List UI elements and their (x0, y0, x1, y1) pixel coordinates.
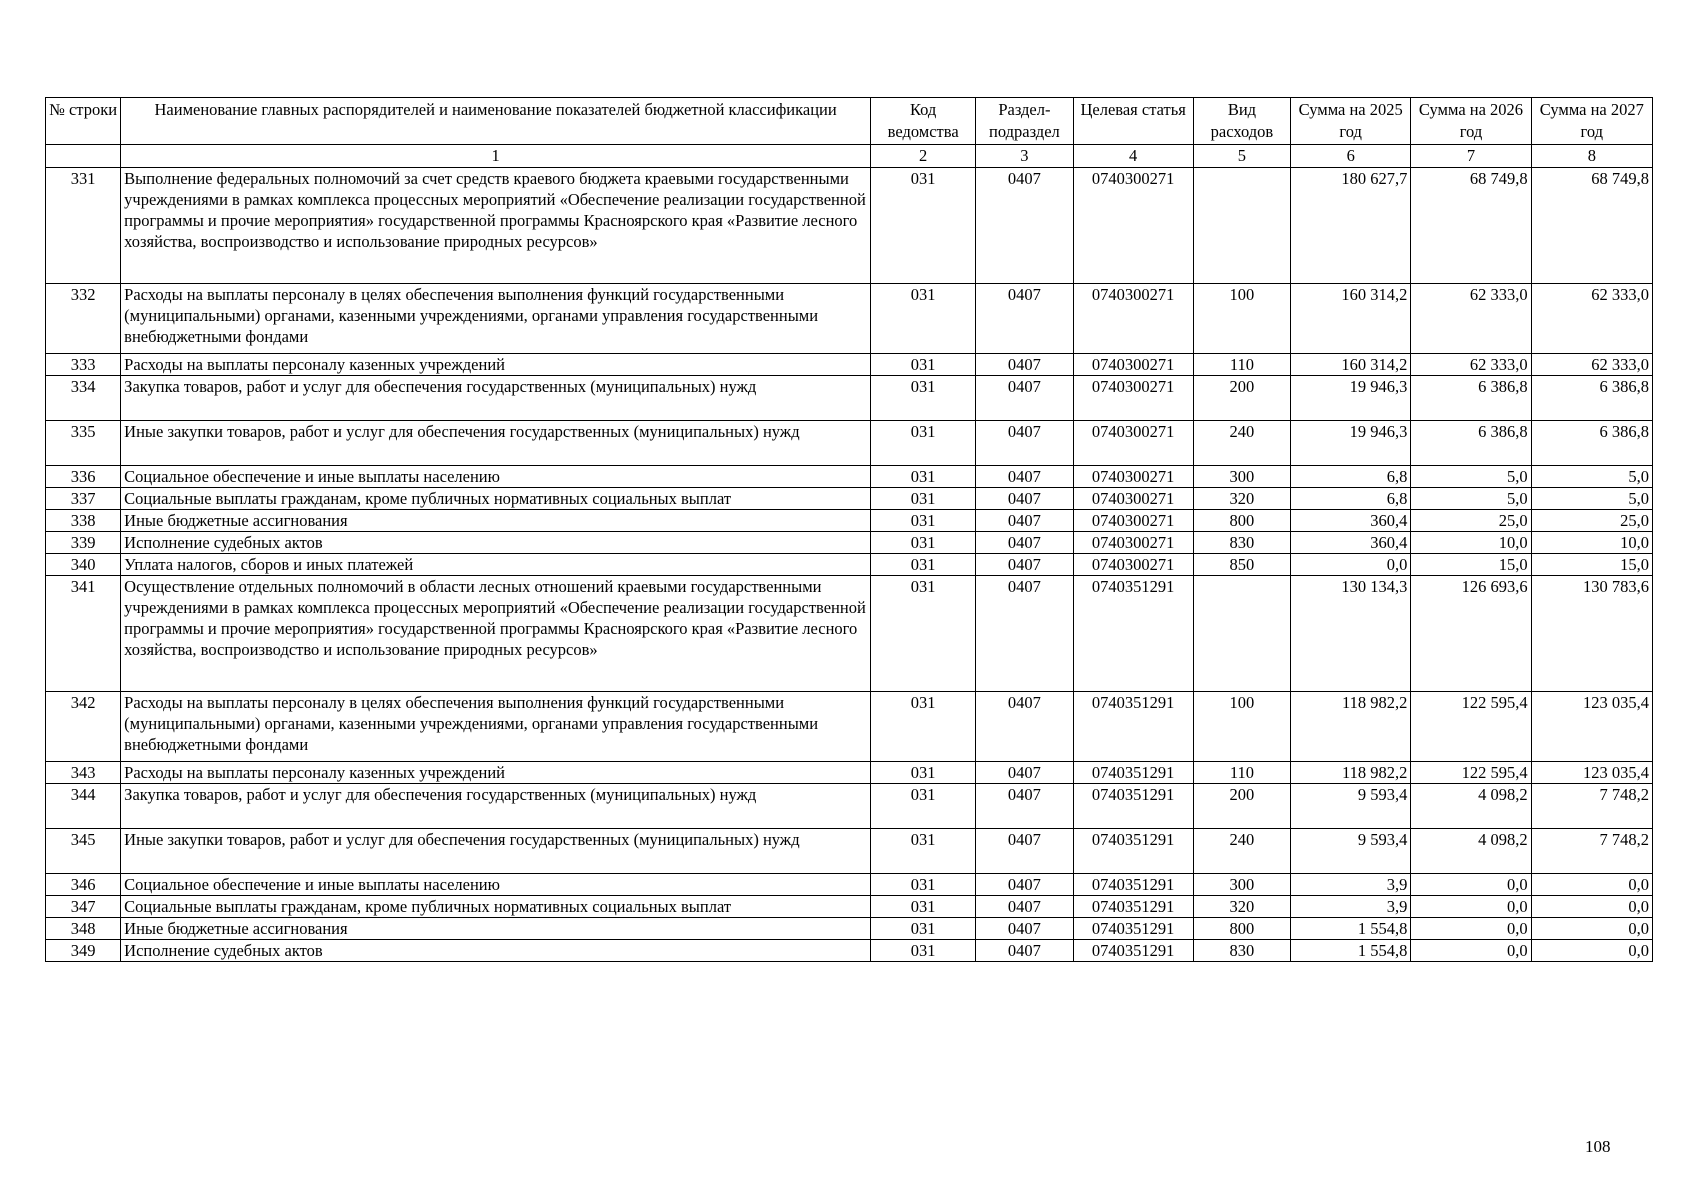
sum-2026-cell: 126 693,6 (1411, 576, 1531, 692)
target-article-cell: 0740300271 (1073, 554, 1193, 576)
sum-2026-cell: 4 098,2 (1411, 829, 1531, 874)
sum-2027-cell: 123 035,4 (1531, 692, 1652, 762)
row-name-cell: Уплата налогов, сборов и иных платежей (121, 554, 871, 576)
target-article-cell: 0740300271 (1073, 532, 1193, 554)
row-number-cell: 341 (46, 576, 121, 692)
sum-2027-cell: 25,0 (1531, 510, 1652, 532)
sum-2026-cell: 68 749,8 (1411, 168, 1531, 284)
row-name-cell: Социальное обеспечение и иные выплаты населению (121, 466, 871, 488)
row-name-cell: Исполнение судебных актов (121, 532, 871, 554)
sum-2026-cell: 6 386,8 (1411, 421, 1531, 466)
table-row (46, 829, 1653, 874)
expense-type-cell: 830 (1193, 532, 1290, 554)
table-row (46, 874, 1653, 896)
sum-2026-cell: 122 595,4 (1411, 692, 1531, 762)
section-cell: 0407 (976, 284, 1073, 354)
row-number-cell: 340 (46, 554, 121, 576)
target-article-cell: 0740300271 (1073, 466, 1193, 488)
section-cell: 0407 (976, 829, 1073, 874)
expense-type-cell: 850 (1193, 554, 1290, 576)
department-code-cell: 031 (871, 376, 976, 421)
row-number-cell: 338 (46, 510, 121, 532)
section-cell: 0407 (976, 354, 1073, 376)
row-name-cell: Исполнение судебных актов (121, 940, 871, 962)
department-code-cell: 031 (871, 784, 976, 829)
sum-2025-cell: 360,4 (1291, 510, 1411, 532)
table-row (46, 762, 1653, 784)
row-number-cell: 342 (46, 692, 121, 762)
budget-table (45, 97, 1653, 962)
expense-type-cell (1193, 168, 1290, 284)
target-article-cell: 0740351291 (1073, 784, 1193, 829)
table-row (46, 896, 1653, 918)
sum-2025-cell: 160 314,2 (1291, 354, 1411, 376)
target-article-cell: 0740351291 (1073, 940, 1193, 962)
sum-2025-cell: 180 627,7 (1291, 168, 1411, 284)
sum-2025-cell: 6,8 (1291, 466, 1411, 488)
column-number: 7 (1411, 145, 1531, 168)
department-code-cell: 031 (871, 918, 976, 940)
sum-2027-cell: 130 783,6 (1531, 576, 1652, 692)
column-number: 4 (1073, 145, 1193, 168)
expense-type-cell: 300 (1193, 466, 1290, 488)
header-row (46, 98, 1653, 145)
page-number: 108 (1585, 1137, 1611, 1156)
sum-2026-cell: 10,0 (1411, 532, 1531, 554)
column-number: 1 (121, 145, 871, 168)
sum-2027-cell: 123 035,4 (1531, 762, 1652, 784)
expense-type-cell: 320 (1193, 488, 1290, 510)
sum-2027-cell: 0,0 (1531, 940, 1652, 962)
section-cell: 0407 (976, 762, 1073, 784)
sum-2026-cell: 25,0 (1411, 510, 1531, 532)
row-name-cell: Социальное обеспечение и иные выплаты населению (121, 874, 871, 896)
expense-type-cell: 320 (1193, 896, 1290, 918)
section-cell: 0407 (976, 918, 1073, 940)
row-name-cell: Расходы на выплаты персоналу казенных учреждений (121, 762, 871, 784)
header-department-code: Код ведомства (871, 98, 976, 145)
table-row (46, 488, 1653, 510)
row-number-cell: 347 (46, 896, 121, 918)
expense-type-cell: 800 (1193, 918, 1290, 940)
row-name-cell: Осуществление отдельных полномочий в области лесных отношений краевыми государственными учреждениями в рамках комплекса процессных мероприятий «Обеспечение реализации государственной программы и прочие мероприятия» государственной программы Красноярского края «Развитие лесного хозяйства, воспроизводство и использование природных ресурсов» (121, 576, 871, 692)
table-row (46, 376, 1653, 421)
column-number: 8 (1531, 145, 1652, 168)
table-body (46, 168, 1653, 962)
sum-2026-cell: 62 333,0 (1411, 284, 1531, 354)
sum-2025-cell: 118 982,2 (1291, 762, 1411, 784)
row-name-cell: Иные закупки товаров, работ и услуг для обеспечения государственных (муниципальных) нужд (121, 829, 871, 874)
expense-type-cell: 200 (1193, 376, 1290, 421)
expense-type-cell: 100 (1193, 692, 1290, 762)
table-row (46, 354, 1653, 376)
row-name-cell: Расходы на выплаты персоналу казенных учреждений (121, 354, 871, 376)
target-article-cell: 0740351291 (1073, 829, 1193, 874)
expense-type-cell (1193, 576, 1290, 692)
target-article-cell: 0740300271 (1073, 284, 1193, 354)
row-name-cell: Расходы на выплаты персоналу в целях обеспечения выполнения функций государственными (муниципальными) органами, казенными учреждениями, органами управления государственными внебюджетными фондами (121, 284, 871, 354)
sum-2027-cell: 62 333,0 (1531, 284, 1652, 354)
sum-2025-cell: 0,0 (1291, 554, 1411, 576)
row-number-cell: 345 (46, 829, 121, 874)
sum-2026-cell: 0,0 (1411, 918, 1531, 940)
section-cell: 0407 (976, 376, 1073, 421)
sum-2026-cell: 5,0 (1411, 466, 1531, 488)
row-number-cell: 333 (46, 354, 121, 376)
sum-2026-cell: 0,0 (1411, 874, 1531, 896)
expense-type-cell: 110 (1193, 762, 1290, 784)
header-sum-2027: Сумма на 2027 год (1531, 98, 1652, 145)
table-row (46, 554, 1653, 576)
table-row (46, 784, 1653, 829)
target-article-cell: 0740300271 (1073, 376, 1193, 421)
section-cell: 0407 (976, 692, 1073, 762)
department-code-cell: 031 (871, 421, 976, 466)
column-number (46, 145, 121, 168)
sum-2025-cell: 9 593,4 (1291, 829, 1411, 874)
department-code-cell: 031 (871, 488, 976, 510)
sum-2027-cell: 0,0 (1531, 874, 1652, 896)
section-cell: 0407 (976, 940, 1073, 962)
table-row (46, 576, 1653, 692)
column-number-row (46, 145, 1653, 168)
expense-type-cell: 300 (1193, 874, 1290, 896)
row-number-cell: 348 (46, 918, 121, 940)
row-name-cell: Закупка товаров, работ и услуг для обеспечения государственных (муниципальных) нужд (121, 376, 871, 421)
expense-type-cell: 240 (1193, 421, 1290, 466)
row-number-cell: 343 (46, 762, 121, 784)
target-article-cell: 0740351291 (1073, 692, 1193, 762)
section-cell: 0407 (976, 532, 1073, 554)
section-cell: 0407 (976, 874, 1073, 896)
sum-2025-cell: 19 946,3 (1291, 421, 1411, 466)
section-cell: 0407 (976, 488, 1073, 510)
department-code-cell: 031 (871, 554, 976, 576)
column-number: 2 (871, 145, 976, 168)
row-number-cell: 335 (46, 421, 121, 466)
section-cell: 0407 (976, 466, 1073, 488)
department-code-cell: 031 (871, 284, 976, 354)
department-code-cell: 031 (871, 762, 976, 784)
sum-2025-cell: 3,9 (1291, 896, 1411, 918)
target-article-cell: 0740351291 (1073, 896, 1193, 918)
sum-2025-cell: 1 554,8 (1291, 918, 1411, 940)
header-target-article: Целевая статья (1073, 98, 1193, 145)
sum-2027-cell: 15,0 (1531, 554, 1652, 576)
row-name-cell: Закупка товаров, работ и услуг для обеспечения государственных (муниципальных) нужд (121, 784, 871, 829)
header-row-number: № строки (46, 98, 121, 145)
target-article-cell: 0740351291 (1073, 576, 1193, 692)
sum-2026-cell: 5,0 (1411, 488, 1531, 510)
sum-2027-cell: 62 333,0 (1531, 354, 1652, 376)
department-code-cell: 031 (871, 576, 976, 692)
row-name-cell: Социальные выплаты гражданам, кроме публичных нормативных социальных выплат (121, 896, 871, 918)
row-name-cell: Расходы на выплаты персоналу в целях обеспечения выполнения функций государственными (муниципальными) органами, казенными учреждениями, органами управления государственными внебюджетными фондами (121, 692, 871, 762)
row-number-cell: 332 (46, 284, 121, 354)
section-cell: 0407 (976, 896, 1073, 918)
table-row (46, 918, 1653, 940)
row-number-cell: 344 (46, 784, 121, 829)
section-cell: 0407 (976, 784, 1073, 829)
sum-2026-cell: 0,0 (1411, 940, 1531, 962)
target-article-cell: 0740300271 (1073, 510, 1193, 532)
sum-2027-cell: 5,0 (1531, 488, 1652, 510)
table-row (46, 532, 1653, 554)
row-number-cell: 339 (46, 532, 121, 554)
sum-2026-cell: 0,0 (1411, 896, 1531, 918)
sum-2026-cell: 15,0 (1411, 554, 1531, 576)
row-number-cell: 349 (46, 940, 121, 962)
sum-2025-cell: 19 946,3 (1291, 376, 1411, 421)
sum-2027-cell: 7 748,2 (1531, 829, 1652, 874)
department-code-cell: 031 (871, 532, 976, 554)
sum-2027-cell: 0,0 (1531, 918, 1652, 940)
department-code-cell: 031 (871, 829, 976, 874)
department-code-cell: 031 (871, 354, 976, 376)
sum-2026-cell: 62 333,0 (1411, 354, 1531, 376)
sum-2025-cell: 9 593,4 (1291, 784, 1411, 829)
sum-2025-cell: 360,4 (1291, 532, 1411, 554)
target-article-cell: 0740351291 (1073, 874, 1193, 896)
sum-2025-cell: 3,9 (1291, 874, 1411, 896)
sum-2027-cell: 6 386,8 (1531, 376, 1652, 421)
sum-2027-cell: 68 749,8 (1531, 168, 1652, 284)
table-row (46, 692, 1653, 762)
target-article-cell: 0740351291 (1073, 762, 1193, 784)
expense-type-cell: 200 (1193, 784, 1290, 829)
expense-type-cell: 110 (1193, 354, 1290, 376)
table-row (46, 168, 1653, 284)
row-name-cell: Иные закупки товаров, работ и услуг для обеспечения государственных (муниципальных) нужд (121, 421, 871, 466)
header-name: Наименование главных распорядителей и наименование показателей бюджетной классификации (121, 98, 871, 145)
column-number: 6 (1291, 145, 1411, 168)
row-number-cell: 337 (46, 488, 121, 510)
header-sum-2026: Сумма на 2026 год (1411, 98, 1531, 145)
department-code-cell: 031 (871, 896, 976, 918)
sum-2027-cell: 5,0 (1531, 466, 1652, 488)
sum-2027-cell: 10,0 (1531, 532, 1652, 554)
row-number-cell: 346 (46, 874, 121, 896)
target-article-cell: 0740351291 (1073, 918, 1193, 940)
sum-2026-cell: 6 386,8 (1411, 376, 1531, 421)
table-row (46, 466, 1653, 488)
row-name-cell: Выполнение федеральных полномочий за счет средств краевого бюджета краевыми государственными учреждениями в рамках комплекса процессных мероприятий «Обеспечение реализации государственной программы и прочие мероприятия» государственной программы Красноярского края «Развитие лесного хозяйства, воспроизводство и использование природных ресурсов» (121, 168, 871, 284)
sum-2025-cell: 130 134,3 (1291, 576, 1411, 692)
table-row (46, 510, 1653, 532)
expense-type-cell: 830 (1193, 940, 1290, 962)
expense-type-cell: 240 (1193, 829, 1290, 874)
sum-2026-cell: 4 098,2 (1411, 784, 1531, 829)
section-cell: 0407 (976, 510, 1073, 532)
row-number-cell: 331 (46, 168, 121, 284)
column-number: 3 (976, 145, 1073, 168)
department-code-cell: 031 (871, 510, 976, 532)
section-cell: 0407 (976, 421, 1073, 466)
section-cell: 0407 (976, 168, 1073, 284)
header-sum-2025: Сумма на 2025 год (1291, 98, 1411, 145)
expense-type-cell: 100 (1193, 284, 1290, 354)
target-article-cell: 0740300271 (1073, 168, 1193, 284)
header-expense-type: Вид расходов (1193, 98, 1290, 145)
row-name-cell: Иные бюджетные ассигнования (121, 510, 871, 532)
expense-type-cell: 800 (1193, 510, 1290, 532)
sum-2027-cell: 6 386,8 (1531, 421, 1652, 466)
sum-2026-cell: 122 595,4 (1411, 762, 1531, 784)
table-row (46, 940, 1653, 962)
department-code-cell: 031 (871, 874, 976, 896)
row-name-cell: Социальные выплаты гражданам, кроме публичных нормативных социальных выплат (121, 488, 871, 510)
target-article-cell: 0740300271 (1073, 354, 1193, 376)
department-code-cell: 031 (871, 168, 976, 284)
section-cell: 0407 (976, 576, 1073, 692)
row-name-cell: Иные бюджетные ассигнования (121, 918, 871, 940)
sum-2025-cell: 1 554,8 (1291, 940, 1411, 962)
column-number: 5 (1193, 145, 1290, 168)
target-article-cell: 0740300271 (1073, 421, 1193, 466)
department-code-cell: 031 (871, 466, 976, 488)
sum-2025-cell: 118 982,2 (1291, 692, 1411, 762)
row-number-cell: 334 (46, 376, 121, 421)
department-code-cell: 031 (871, 692, 976, 762)
row-number-cell: 336 (46, 466, 121, 488)
sum-2027-cell: 7 748,2 (1531, 784, 1652, 829)
sum-2025-cell: 160 314,2 (1291, 284, 1411, 354)
table-row (46, 284, 1653, 354)
sum-2025-cell: 6,8 (1291, 488, 1411, 510)
section-cell: 0407 (976, 554, 1073, 576)
department-code-cell: 031 (871, 940, 976, 962)
header-section: Раздел-подраздел (976, 98, 1073, 145)
sum-2027-cell: 0,0 (1531, 896, 1652, 918)
table-row (46, 421, 1653, 466)
target-article-cell: 0740300271 (1073, 488, 1193, 510)
